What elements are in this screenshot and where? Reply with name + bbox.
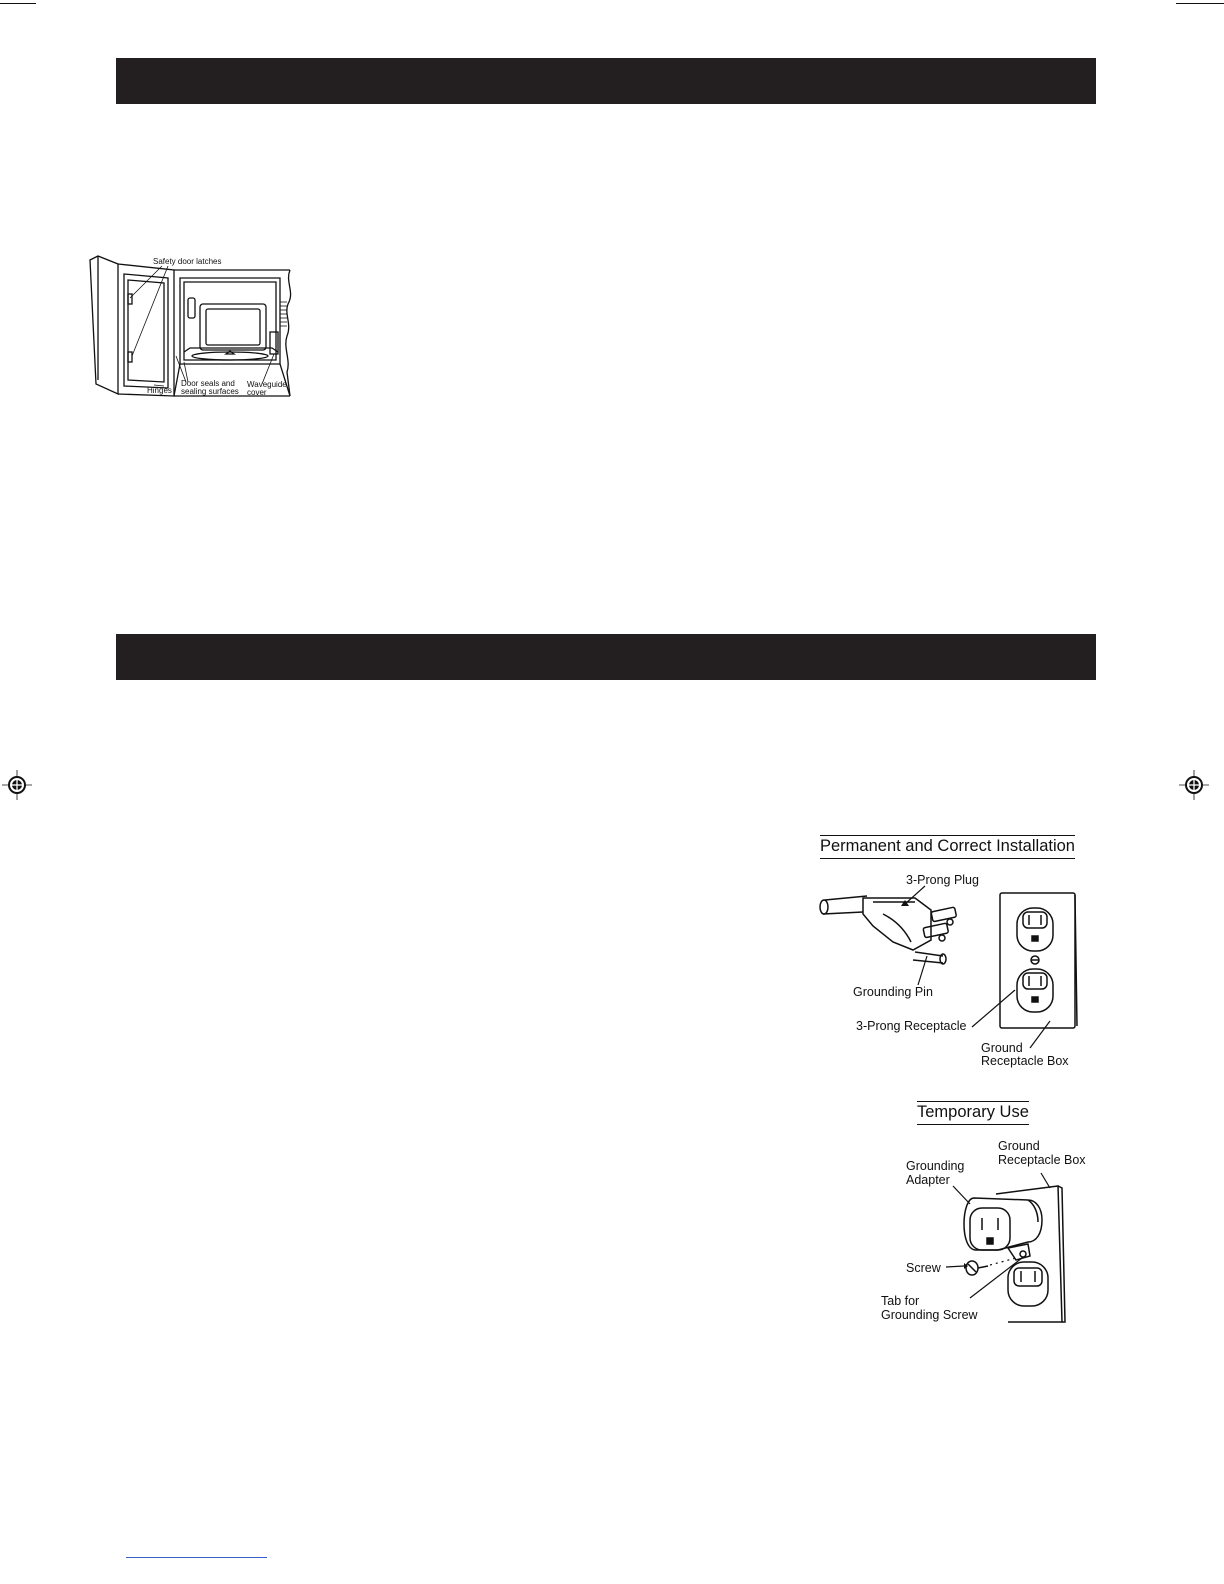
hinges-label: Hinges — [147, 386, 172, 395]
footer-rule — [126, 1557, 267, 1558]
door-seals-label-line1: Door seals and — [181, 379, 235, 388]
permanent-installation-figure — [815, 870, 1090, 1070]
registration-mark-left-icon — [2, 770, 32, 800]
screw-label: Screw — [906, 1261, 941, 1275]
door-seals-label-line2: sealing surfaces — [181, 387, 239, 396]
temporary-use-figure — [878, 1138, 1093, 1330]
ground-receptacle-box-label-line1: Ground — [981, 1041, 1023, 1055]
permanent-installation-title: Permanent and Correct Installation — [820, 835, 1075, 859]
section-header-bar-1 — [116, 58, 1096, 104]
crop-mark-top-right — [1176, 3, 1224, 4]
tab-for-grounding-screw-label-line1: Tab for — [881, 1294, 920, 1308]
ground-receptacle-box-label-line2: Receptacle Box — [981, 1054, 1069, 1068]
waveguide-cover-label-line1: Waveguide — [247, 380, 287, 389]
grounding-adapter-label-line1: Grounding — [906, 1159, 965, 1173]
safety-door-latches-label: Safety door latches — [153, 257, 222, 266]
three-prong-receptacle-label: 3-Prong Receptacle — [856, 1019, 967, 1033]
tab-for-grounding-screw-label-line2: Grounding Screw — [881, 1308, 978, 1322]
three-prong-plug-label: 3-Prong Plug — [906, 873, 979, 887]
microwave-door-figure — [84, 252, 298, 402]
waveguide-cover-label-line2: cover — [247, 388, 267, 397]
temporary-use-title: Temporary Use — [917, 1101, 1029, 1125]
crop-mark-top-left — [0, 3, 36, 4]
grounding-pin-label: Grounding Pin — [853, 985, 933, 999]
section-header-bar-2 — [116, 634, 1096, 680]
registration-mark-right-icon — [1179, 770, 1209, 800]
temp-ground-receptacle-box-label-line2: Receptacle Box — [998, 1153, 1086, 1167]
three-prong-plug-and-receptacle-icon — [815, 870, 1090, 1070]
grounding-adapter-label-line2: Adapter — [906, 1173, 950, 1187]
temp-ground-receptacle-box-label-line1: Ground — [998, 1139, 1040, 1153]
